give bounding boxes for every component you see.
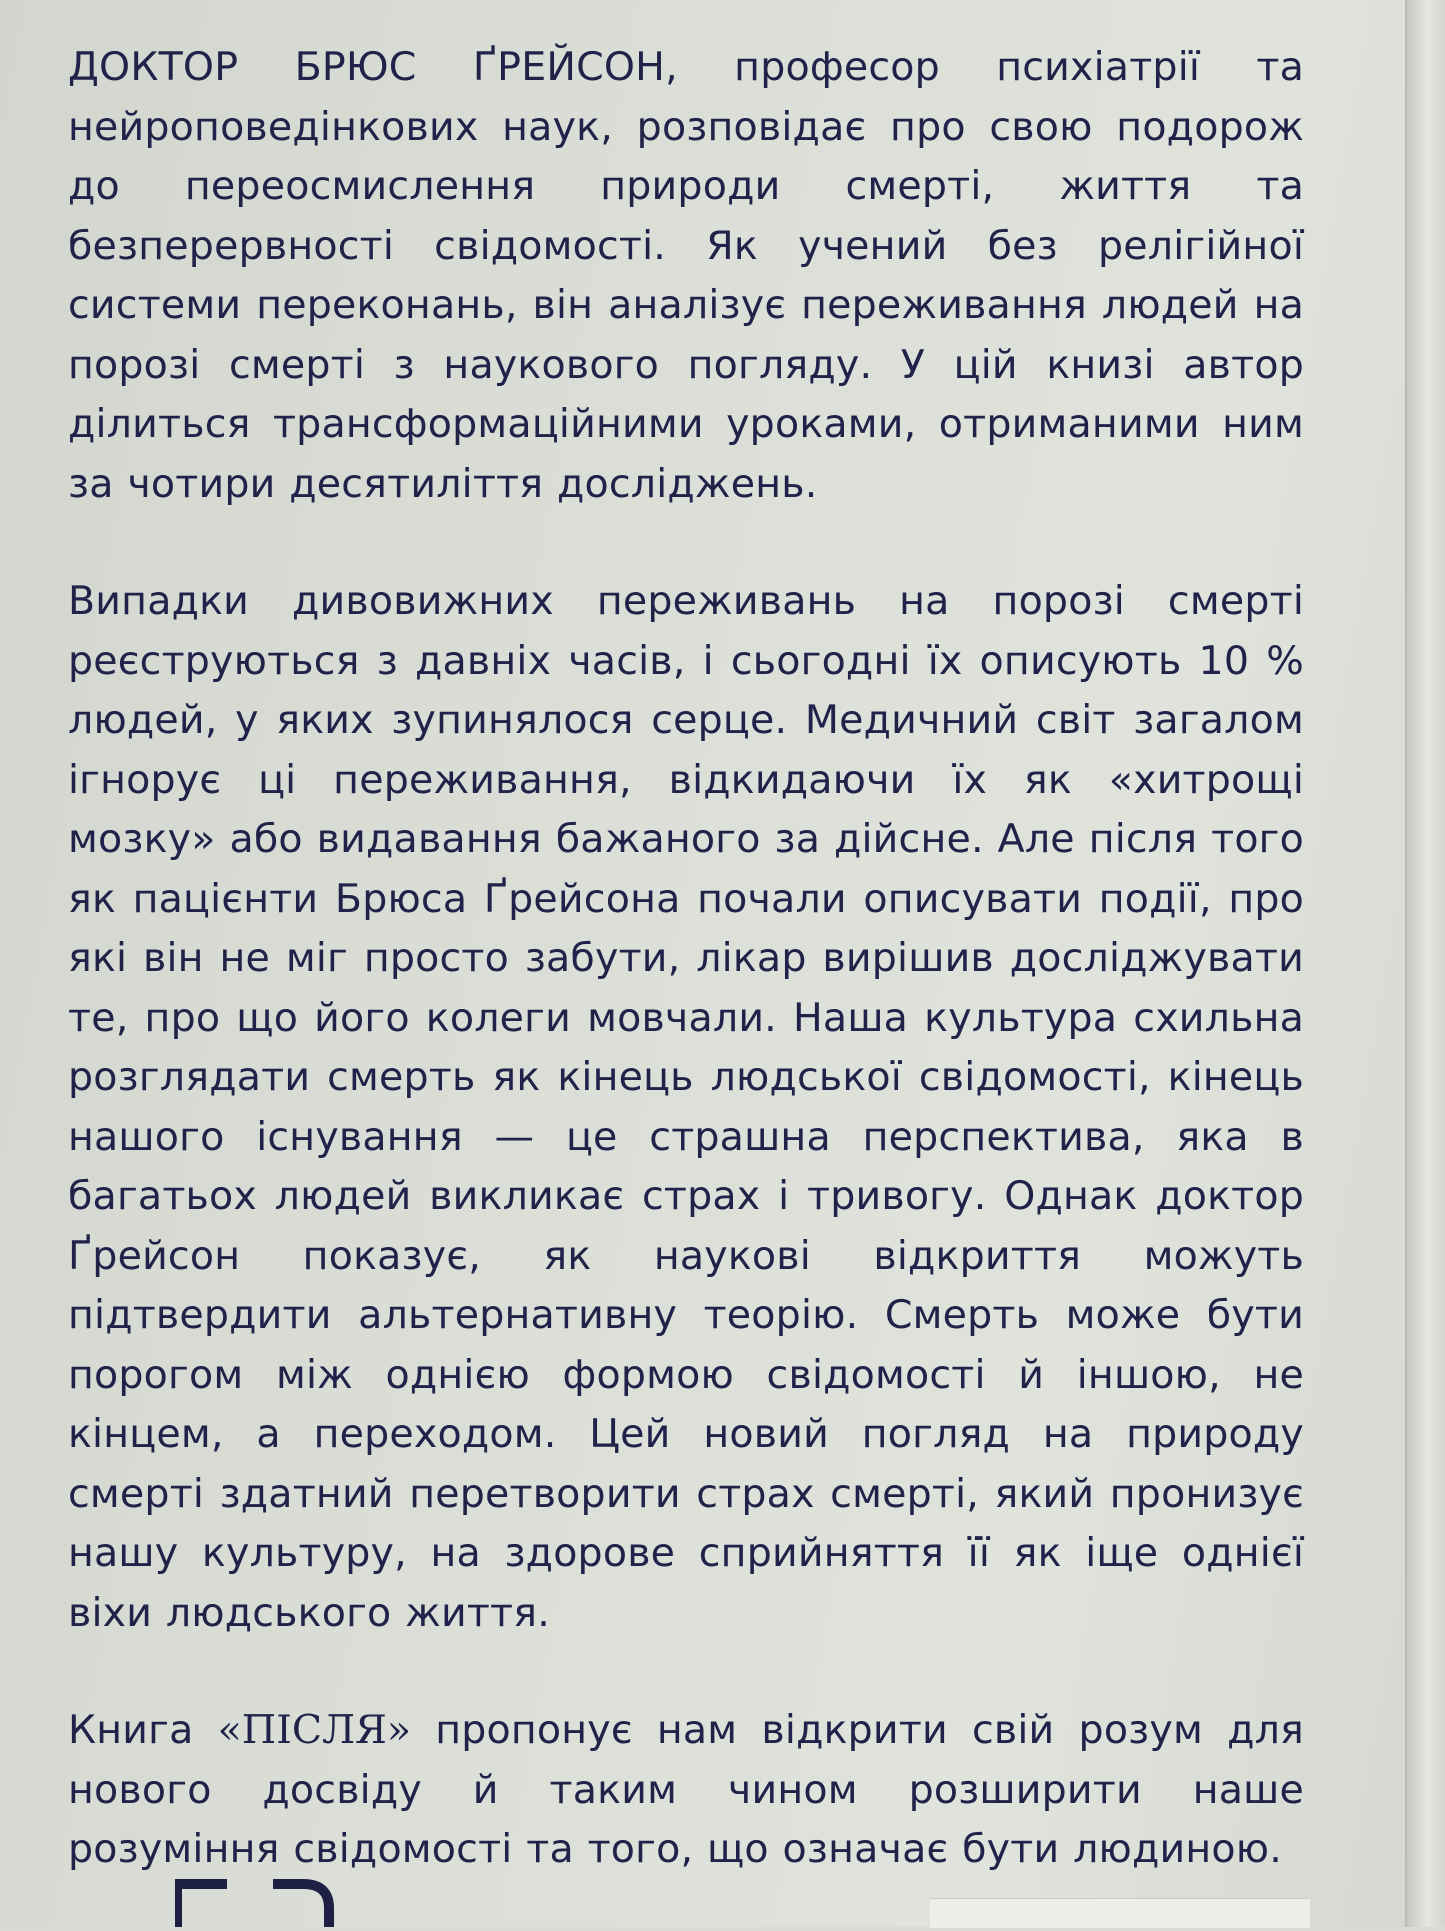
publisher-logo-shape — [175, 1878, 355, 1927]
paragraph-3-text: пропонує нам відкрити свій розум для нового досвіду й таким чином розширити наше розуміння свідомості та того, що означає бути людиною. — [68, 1707, 1304, 1872]
book-spine-edge — [1405, 0, 1445, 1927]
paragraph-description — [68, 572, 1304, 1643]
price-label-sticker — [930, 1898, 1310, 1928]
paragraph-1-text: , професор психіатрії та нейроповедінкових наук, розповідає про свою подорож до переосмислення природи смерті, життя та безперервності свідомості. Як учений без релігійної системи переконань, він аналізує переживання людей на порозі смерті з наукового погляду. У цій книзі автор ділиться трансформаційними уроками, отриманими ним за чотири десятиліття досліджень. — [68, 44, 1305, 507]
blurb-text — [68, 38, 1304, 1880]
author-name: ДОКТОР БРЮС ҐРЕЙСОН — [68, 44, 666, 90]
paragraph-author-intro — [68, 38, 1304, 514]
paragraph-2-text: Випадки дивовижних переживань на порозі смерті реєструються з давніх часів, і сьогодні їх описують 10 % людей, у яких зупинялося серце. Медичний світ загалом ігнорує ці переживання, відкидаючи їх як «хитрощі мозку» або видавання бажаного за дійсне. Але після того як пацієнти Брюса Ґрейсона почали описувати події, про які він не міг просто забути, лікар вирішив досліджувати те, про що його колеги мовчали. Наша культура схильна розглядати смерть як кінець людської свідомості, кінець нашого існування — це страшна перспектива, яка в багатьох людей викликає страх і тривогу. Однак доктор Ґрейсон показує, як наукові відкриття можуть підтвердити альтернативну теорію. Смерть може бути порогом між однією формою свідомості й іншою, не кінцем, а переходом. Цей новий погляд на природу смерті здатний перетворити страх смерті, який пронизує нашу культуру, на здорове сприйняття її як іще однієї віхи людського життя. — [68, 578, 1304, 1636]
publisher-logo-icon — [175, 1878, 355, 1927]
book-title: «ПІСЛЯ» — [217, 1707, 412, 1753]
paragraph-3-prefix: Книга — [68, 1707, 218, 1753]
paragraph-conclusion — [68, 1701, 1304, 1880]
